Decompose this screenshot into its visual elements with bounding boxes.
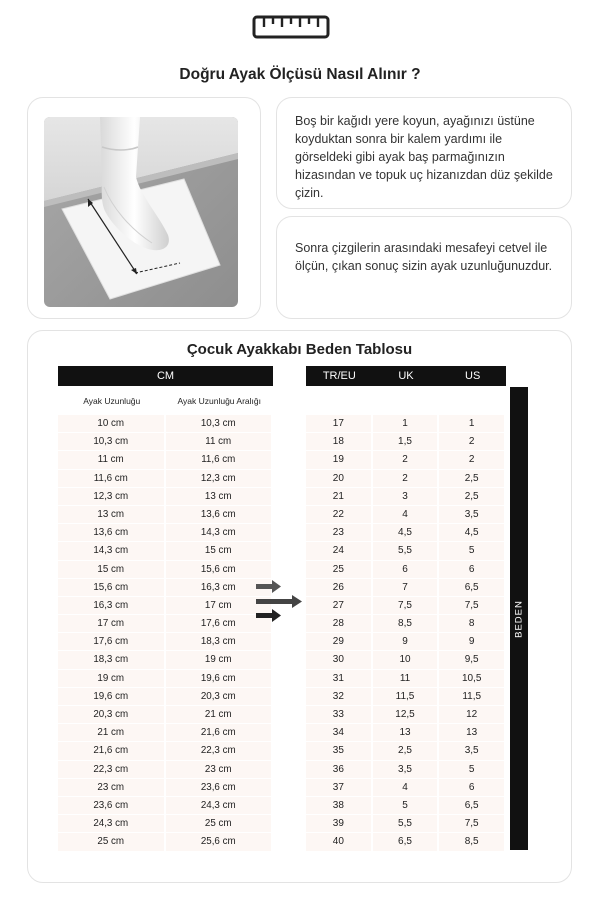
table-cell: 11 cm bbox=[166, 433, 274, 451]
table-cell: 29 bbox=[306, 633, 373, 651]
size-table bbox=[306, 366, 506, 852]
table-row bbox=[58, 597, 273, 615]
table-cell: 21 cm bbox=[166, 706, 274, 724]
table-cell: 2 bbox=[373, 470, 440, 488]
table-cell: 18 bbox=[306, 433, 373, 451]
size-header bbox=[306, 366, 506, 386]
table-row bbox=[306, 542, 506, 560]
table-cell: 7,5 bbox=[373, 597, 440, 615]
table-cell: 18,3 cm bbox=[58, 651, 166, 669]
table-cell: 12 bbox=[439, 706, 506, 724]
table-cell: 5 bbox=[439, 761, 506, 779]
table-cell: 13,6 cm bbox=[166, 506, 274, 524]
col-us: US bbox=[465, 370, 481, 382]
table-cell: 22 bbox=[306, 506, 373, 524]
table-cell: 11,6 cm bbox=[166, 451, 274, 469]
table-row bbox=[306, 779, 506, 797]
table-row bbox=[58, 633, 273, 651]
table-cell: 15 cm bbox=[166, 542, 274, 560]
table-cell: 19,6 cm bbox=[58, 688, 166, 706]
instruction-step-1: Boş bir kağıdı yere koyun, ayağınızı üstüne koyduktan sonra bir kalem yardımı ile görseldeki gibi ayak baş parmağınızın hizasından ve topuk uç hizanızdan düz şekilde çizin. bbox=[295, 114, 553, 200]
table-row bbox=[306, 433, 506, 451]
table-row bbox=[58, 506, 273, 524]
page-title: Doğru Ayak Ölçüsü Nasıl Alınır ? bbox=[179, 66, 421, 83]
table-row bbox=[306, 579, 506, 597]
table-cell: 24 bbox=[306, 542, 373, 560]
table-row bbox=[306, 815, 506, 833]
table-cell: 13 cm bbox=[166, 488, 274, 506]
table-row bbox=[306, 833, 506, 851]
table-cell: 34 bbox=[306, 724, 373, 742]
table-row bbox=[58, 742, 273, 760]
table-row bbox=[58, 488, 273, 506]
instruction-card-2 bbox=[276, 216, 572, 319]
table-cell: 8,5 bbox=[439, 833, 506, 851]
table-cell: 3 bbox=[373, 488, 440, 506]
table-cell: 16,3 cm bbox=[58, 597, 166, 615]
table-cell: 17 cm bbox=[166, 597, 274, 615]
table-cell: 23,6 cm bbox=[58, 797, 166, 815]
table-cell: 9,5 bbox=[439, 651, 506, 669]
table-cell: 10 cm bbox=[58, 415, 166, 433]
col-uk: UK bbox=[398, 370, 414, 382]
table-cell: 1 bbox=[439, 415, 506, 433]
table-row bbox=[306, 415, 506, 433]
table-cell: 13,6 cm bbox=[58, 524, 166, 542]
table-row bbox=[306, 524, 506, 542]
table-cell: 13 cm bbox=[58, 506, 166, 524]
table-cell: 15 cm bbox=[58, 561, 166, 579]
table-cell: 12,5 bbox=[373, 706, 440, 724]
table-cell: 25 cm bbox=[58, 833, 166, 851]
table-cell: 4 bbox=[373, 506, 440, 524]
table-cell: 16,3 cm bbox=[166, 579, 274, 597]
table-row bbox=[58, 761, 273, 779]
table-cell: 11 bbox=[373, 670, 440, 688]
table-row bbox=[306, 761, 506, 779]
table-cell: 23 cm bbox=[166, 761, 274, 779]
table-cell: 25,6 cm bbox=[166, 833, 274, 851]
table-row bbox=[58, 833, 273, 851]
table-cell: 10,3 cm bbox=[166, 415, 274, 433]
table-row bbox=[58, 542, 273, 560]
beden-bar bbox=[510, 387, 528, 850]
table-row bbox=[58, 415, 273, 433]
table-cell: 6 bbox=[439, 779, 506, 797]
table-cell: 22,3 cm bbox=[58, 761, 166, 779]
table-cell: 13 bbox=[373, 724, 440, 742]
col-foot-range: Ayak Uzunluğu Aralığı bbox=[177, 396, 261, 406]
table-cell: 4,5 bbox=[373, 524, 440, 542]
table-cell: 21,6 cm bbox=[166, 724, 274, 742]
ruler-icon bbox=[252, 15, 330, 39]
table-row bbox=[58, 579, 273, 597]
table-row bbox=[306, 797, 506, 815]
table-cell: 7 bbox=[373, 579, 440, 597]
table-row bbox=[306, 488, 506, 506]
table-cell: 11,5 bbox=[439, 688, 506, 706]
table-cell: 8 bbox=[439, 615, 506, 633]
table-row bbox=[306, 651, 506, 669]
cm-rows bbox=[58, 415, 273, 852]
table-cell: 2 bbox=[439, 433, 506, 451]
table-cell: 11 cm bbox=[58, 451, 166, 469]
table-row bbox=[306, 506, 506, 524]
table-cell: 17 cm bbox=[58, 615, 166, 633]
cm-header: CM bbox=[58, 366, 273, 386]
table-cell: 5 bbox=[439, 542, 506, 560]
table-cell: 13 bbox=[439, 724, 506, 742]
table-cell: 17,6 cm bbox=[58, 633, 166, 651]
table-cell: 30 bbox=[306, 651, 373, 669]
table-cell: 2 bbox=[373, 451, 440, 469]
table-cell: 17,6 cm bbox=[166, 615, 274, 633]
table-cell: 7,5 bbox=[439, 815, 506, 833]
table-cell: 14,3 cm bbox=[166, 524, 274, 542]
cm-subheader bbox=[58, 387, 273, 415]
table-cell: 23 cm bbox=[58, 779, 166, 797]
size-chart-title: Çocuk Ayakkabı Beden Tablosu bbox=[186, 341, 413, 358]
table-row bbox=[58, 470, 273, 488]
table-cell: 23 bbox=[306, 524, 373, 542]
table-cell: 6,5 bbox=[373, 833, 440, 851]
cm-table bbox=[58, 366, 273, 852]
table-cell: 14,3 cm bbox=[58, 542, 166, 560]
table-cell: 17 bbox=[306, 415, 373, 433]
table-cell: 20,3 cm bbox=[58, 706, 166, 724]
table-row bbox=[58, 524, 273, 542]
table-cell: 28 bbox=[306, 615, 373, 633]
table-cell: 33 bbox=[306, 706, 373, 724]
table-row bbox=[306, 742, 506, 760]
table-cell: 8,5 bbox=[373, 615, 440, 633]
table-cell: 40 bbox=[306, 833, 373, 851]
table-cell: 21 bbox=[306, 488, 373, 506]
beden-label: BEDEN bbox=[513, 599, 525, 638]
table-row bbox=[58, 815, 273, 833]
table-cell: 15,6 cm bbox=[166, 561, 274, 579]
table-cell: 5,5 bbox=[373, 815, 440, 833]
table-row bbox=[58, 706, 273, 724]
table-cell: 19,6 cm bbox=[166, 670, 274, 688]
table-cell: 23,6 cm bbox=[166, 779, 274, 797]
size-rows bbox=[306, 415, 506, 852]
table-cell: 24,3 cm bbox=[58, 815, 166, 833]
table-row bbox=[306, 724, 506, 742]
table-cell: 15,6 cm bbox=[58, 579, 166, 597]
table-cell: 19 cm bbox=[166, 651, 274, 669]
table-cell: 11,6 cm bbox=[58, 470, 166, 488]
table-cell: 19 bbox=[306, 451, 373, 469]
foot-measure-photo bbox=[44, 117, 238, 307]
table-cell: 6,5 bbox=[439, 579, 506, 597]
table-cell: 4 bbox=[373, 779, 440, 797]
table-row bbox=[306, 470, 506, 488]
table-cell: 3,5 bbox=[439, 506, 506, 524]
table-row bbox=[58, 451, 273, 469]
table-row bbox=[306, 706, 506, 724]
table-cell: 27 bbox=[306, 597, 373, 615]
table-row bbox=[58, 670, 273, 688]
table-cell: 4,5 bbox=[439, 524, 506, 542]
table-cell: 5,5 bbox=[373, 542, 440, 560]
table-cell: 10,5 bbox=[439, 670, 506, 688]
table-cell: 10 bbox=[373, 651, 440, 669]
table-cell: 12,3 cm bbox=[166, 470, 274, 488]
table-row bbox=[58, 615, 273, 633]
table-row bbox=[58, 797, 273, 815]
table-cell: 25 bbox=[306, 561, 373, 579]
table-cell: 35 bbox=[306, 742, 373, 760]
table-row bbox=[58, 433, 273, 451]
table-row bbox=[306, 451, 506, 469]
table-cell: 2 bbox=[439, 451, 506, 469]
table-row bbox=[58, 651, 273, 669]
table-cell: 1,5 bbox=[373, 433, 440, 451]
table-cell: 3,5 bbox=[439, 742, 506, 760]
table-cell: 5 bbox=[373, 797, 440, 815]
table-cell: 21,6 cm bbox=[58, 742, 166, 760]
table-row bbox=[58, 724, 273, 742]
table-cell: 6 bbox=[439, 561, 506, 579]
table-cell: 2,5 bbox=[373, 742, 440, 760]
instruction-step-2: Sonra çizgilerin arasındaki mesafeyi cetvel ile ölçün, çıkan sonuç sizin ayak uzunluğunuzdur. bbox=[295, 241, 553, 273]
table-row bbox=[306, 670, 506, 688]
table-row bbox=[306, 688, 506, 706]
instruction-card-1 bbox=[276, 97, 572, 209]
table-cell: 2,5 bbox=[439, 488, 506, 506]
table-cell: 3,5 bbox=[373, 761, 440, 779]
table-cell: 6,5 bbox=[439, 797, 506, 815]
table-cell: 38 bbox=[306, 797, 373, 815]
col-tr-eu: TR/EU bbox=[322, 370, 356, 382]
size-chart-card bbox=[27, 330, 572, 883]
table-cell: 24,3 cm bbox=[166, 797, 274, 815]
table-cell: 10,3 cm bbox=[58, 433, 166, 451]
table-cell: 1 bbox=[373, 415, 440, 433]
table-cell: 20,3 cm bbox=[166, 688, 274, 706]
col-foot-length: Ayak Uzunluğu bbox=[83, 396, 141, 406]
table-cell: 20 bbox=[306, 470, 373, 488]
table-cell: 25 cm bbox=[166, 815, 274, 833]
photo-card bbox=[27, 97, 261, 319]
table-cell: 39 bbox=[306, 815, 373, 833]
arrow-right-icon bbox=[256, 578, 306, 626]
table-cell: 19 cm bbox=[58, 670, 166, 688]
table-cell: 37 bbox=[306, 779, 373, 797]
table-cell: 36 bbox=[306, 761, 373, 779]
table-cell: 31 bbox=[306, 670, 373, 688]
table-cell: 7,5 bbox=[439, 597, 506, 615]
table-cell: 9 bbox=[373, 633, 440, 651]
table-row bbox=[306, 597, 506, 615]
table-cell: 2,5 bbox=[439, 470, 506, 488]
table-row bbox=[58, 688, 273, 706]
table-row bbox=[58, 779, 273, 797]
table-cell: 9 bbox=[439, 633, 506, 651]
table-cell: 22,3 cm bbox=[166, 742, 274, 760]
table-cell: 18,3 cm bbox=[166, 633, 274, 651]
table-cell: 6 bbox=[373, 561, 440, 579]
table-cell: 11,5 bbox=[373, 688, 440, 706]
table-cell: 32 bbox=[306, 688, 373, 706]
table-cell: 12,3 cm bbox=[58, 488, 166, 506]
table-row bbox=[306, 615, 506, 633]
table-row bbox=[58, 561, 273, 579]
table-cell: 26 bbox=[306, 579, 373, 597]
table-row bbox=[306, 561, 506, 579]
table-cell: 21 cm bbox=[58, 724, 166, 742]
table-row bbox=[306, 633, 506, 651]
